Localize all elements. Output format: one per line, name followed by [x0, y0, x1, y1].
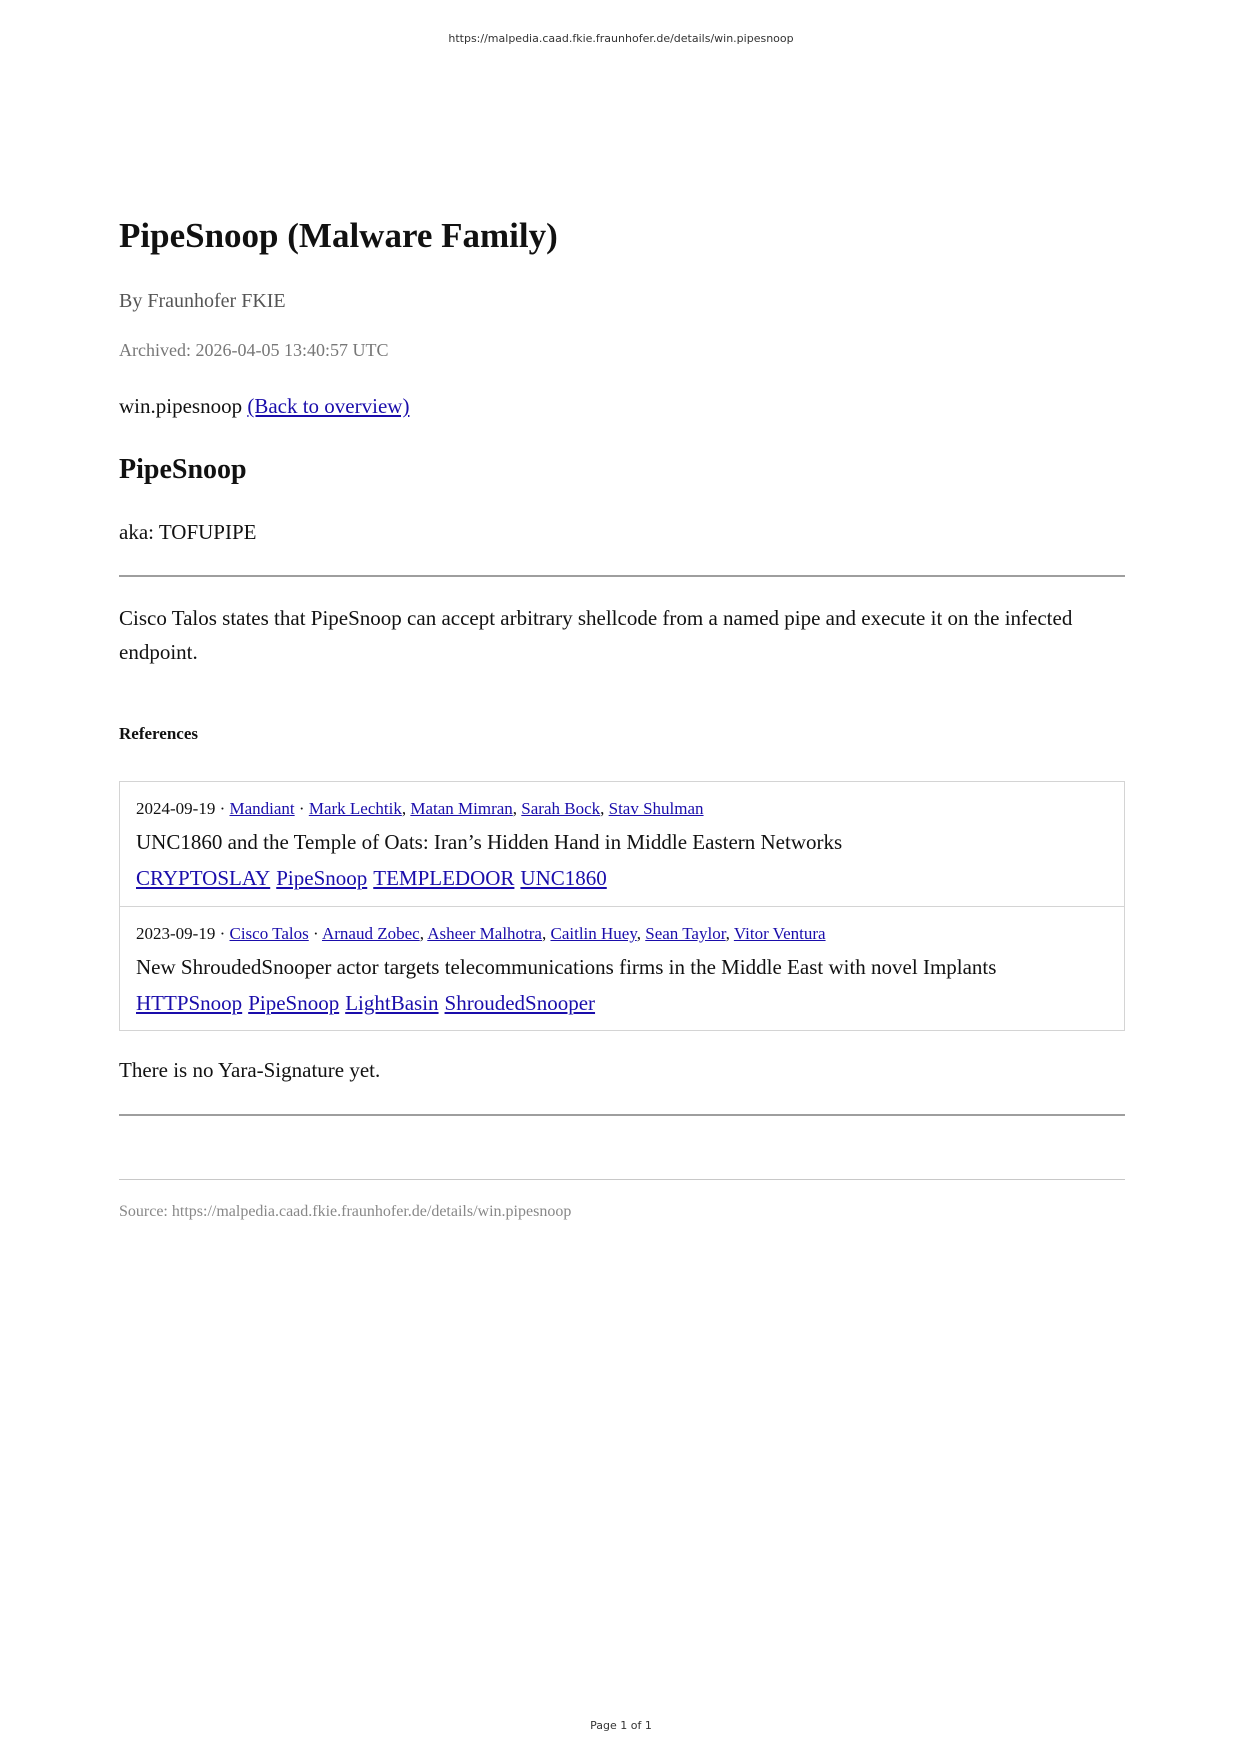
reference-tag-link[interactable]: HTTPSnoop — [136, 991, 243, 1015]
reference-tag-link[interactable]: UNC1860 — [520, 866, 607, 890]
reference-author-link[interactable]: Stav Shulman — [608, 799, 704, 818]
reference-tag-link[interactable]: CRYPTOSLAY — [136, 866, 271, 890]
reference-item — [120, 782, 1124, 906]
page-number: Page 1 of 1 — [590, 1719, 652, 1732]
separator: · — [215, 924, 230, 943]
family-identifier-line — [119, 394, 409, 419]
print-header-url: https://malpedia.caad.fkie.fraunhofer.de/details/win.pipesnoop — [448, 32, 794, 45]
separator: , — [512, 799, 522, 818]
separator: , — [600, 799, 609, 818]
reference-author-link[interactable]: Asheer Malhotra — [427, 924, 542, 943]
byline: By Fraunhofer FKIE — [119, 290, 286, 312]
reference-tag-link[interactable]: PipeSnoop — [276, 866, 368, 890]
separator: , — [541, 924, 551, 943]
yara-status: There is no Yara-Signature yet. — [119, 1058, 381, 1082]
references-heading: References — [119, 724, 198, 743]
separator: · — [294, 799, 309, 818]
reference-date: 2023-09-19 — [136, 924, 216, 943]
reference-tags — [136, 864, 1108, 892]
separator: · — [308, 924, 322, 943]
aka-aliases: aka: TOFUPIPE — [119, 520, 257, 544]
separator: , — [419, 924, 428, 943]
reference-meta — [136, 923, 1108, 945]
reference-tag-link[interactable]: TEMPLEDOOR — [373, 866, 515, 890]
reference-item — [120, 906, 1124, 1030]
family-name-heading: PipeSnoop — [119, 454, 247, 485]
reference-tag-link[interactable]: ShroudedSnooper — [444, 991, 596, 1015]
reference-author-link[interactable]: Sarah Bock — [521, 799, 601, 818]
divider — [119, 575, 1125, 577]
reference-author-link[interactable]: Sean Taylor — [645, 924, 726, 943]
reference-organization-link[interactable]: Mandiant — [229, 799, 295, 818]
family-id: win.pipesnoop — [119, 394, 243, 418]
reference-author-link[interactable]: Matan Mimran — [410, 799, 513, 818]
separator: , — [401, 799, 411, 818]
reference-author-link[interactable]: Arnaud Zobec — [321, 924, 420, 943]
reference-author-link[interactable]: Vitor Ventura — [733, 924, 826, 943]
divider — [119, 1114, 1125, 1116]
reference-author-link[interactable]: Mark Lechtik — [308, 799, 402, 818]
reference-organization-link[interactable]: Cisco Talos — [229, 924, 309, 943]
source-url: Source: https://malpedia.caad.fkie.fraunhofer.de/details/win.pipesnoop — [119, 1203, 572, 1220]
reference-title: UNC1860 and the Temple of Oats: Iran’s Hidden Hand in Middle Eastern Networks — [136, 830, 843, 854]
separator: , — [636, 924, 646, 943]
reference-meta — [136, 798, 1108, 820]
family-description: Cisco Talos states that PipeSnoop can accept arbitrary shellcode from a named pipe and execute it on the infected endpoint. — [119, 606, 1073, 664]
separator: · — [215, 799, 230, 818]
reference-title: New ShroudedSnooper actor targets telecommunications firms in the Middle East with novel Implants — [136, 955, 997, 979]
reference-author-link[interactable]: Caitlin Huey — [550, 924, 637, 943]
archived-timestamp: Archived: 2026-04-05 13:40:57 UTC — [119, 340, 389, 360]
page-title: PipeSnoop (Malware Family) — [119, 216, 558, 255]
reference-tag-link[interactable]: LightBasin — [345, 991, 439, 1015]
separator: , — [725, 924, 734, 943]
back-to-overview-link[interactable]: (Back to overview) — [247, 394, 410, 418]
reference-date: 2024-09-19 — [136, 799, 216, 818]
references-list — [119, 781, 1125, 1031]
reference-tag-link[interactable]: PipeSnoop — [248, 991, 340, 1015]
reference-tags — [136, 989, 1108, 1017]
divider — [119, 1179, 1125, 1180]
